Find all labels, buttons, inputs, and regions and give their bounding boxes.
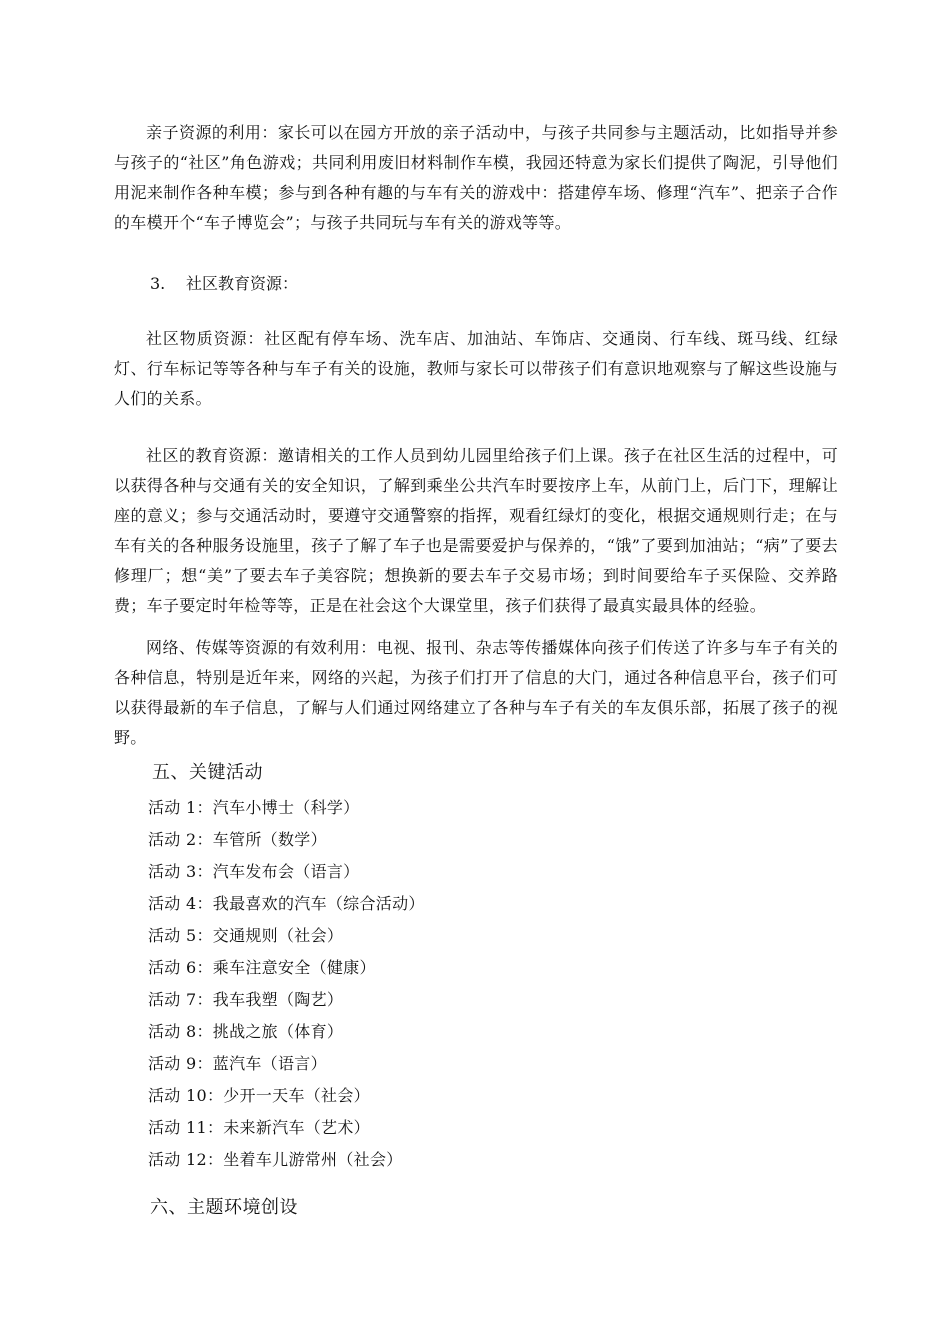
activity-item: 活动 4：我最喜欢的汽车（综合活动）	[148, 894, 425, 913]
paragraph-community-material-resources: 社区物质资源：社区配有停车场、洗车店、加油站、车饰店、交通岗、行车线、斑马线、红绿灯、行车标记等等各种与车子有关的设施，教师与家长可以带孩子们有意识地观察与了解这些设施与人们的关系。	[114, 329, 838, 408]
paragraph-parent-child-resources: 亲子资源的利用：家长可以在园方开放的亲子活动中，与孩子共同参与主题活动，比如指导并参与孩子的“社区”角色游戏；共同利用废旧材料制作车模，我园还特意为家长们提供了陶泥，引导他们用泥来制作各种车模；参与到各种有趣的与车有关的游戏中：搭建停车场、修理“汽车”、把亲子合作的车模开个“车子博览会”；与孩子共同玩与车有关的游戏等等。	[114, 123, 838, 232]
activity-item: 活动 9：蓝汽车（语言）	[148, 1054, 327, 1073]
activity-list	[148, 792, 425, 1176]
paragraph-community-education-resources: 社区的教育资源：邀请相关的工作人员到幼儿园里给孩子们上课。孩子在社区生活的过程中，可以获得各种与交通有关的安全知识，了解到乘坐公共汽车时要按序上车，从前门上，后门下，理解让座的意义；参与交通活动时，要遵守交通警察的指挥，观看红绿灯的变化，根据交通规则行走；在与车有关的各种服务设施里，孩子了解了车子也是需要爱护与保养的，“饿”了要到加油站；“病”了要去修理厂；想“美”了要去车子美容院；想换新的要去车子交易市场；到时间要给车子买保险、交养路费；车子要定时年检等等，正是在社会这个大课堂里，孩子们获得了最真实最具体的经验。	[114, 446, 838, 615]
section-5-heading: 五、关键活动	[152, 762, 263, 783]
activity-item: 活动 12：坐着车儿游常州（社会）	[148, 1150, 403, 1169]
activity-item: 活动 7：我车我塑（陶艺）	[148, 990, 344, 1009]
activity-item: 活动 11：未来新汽车（艺术）	[148, 1118, 370, 1137]
section-3-title: 社区教育资源：	[186, 274, 299, 293]
section-6-heading: 六、主题环境创设	[150, 1197, 298, 1218]
activity-item: 活动 8：挑战之旅（体育）	[148, 1022, 344, 1041]
section-3-heading	[150, 272, 298, 296]
activity-item: 活动 6：乘车注意安全（健康）	[148, 958, 376, 977]
activity-item: 活动 3：汽车发布会（语言）	[148, 862, 360, 881]
activity-item: 活动 10：少开一天车（社会）	[148, 1086, 370, 1105]
activity-item: 活动 5：交通规则（社会）	[148, 926, 344, 945]
section-3-number: 3.	[150, 274, 166, 293]
activity-item: 活动 1：汽车小博士（科学）	[148, 798, 360, 817]
activity-item: 活动 2：车管所（数学）	[148, 830, 327, 849]
paragraph-media-resources: 网络、传媒等资源的有效利用：电视、报刊、杂志等传播媒体向孩子们传送了许多与车子有关的各种信息，特别是近年来，网络的兴起，为孩子们打开了信息的大门，通过各种信息平台，孩子们可以获得最新的车子信息，了解与人们通过网络建立了各种与车子有关的车友俱乐部，拓展了孩子的视野。	[114, 638, 838, 747]
